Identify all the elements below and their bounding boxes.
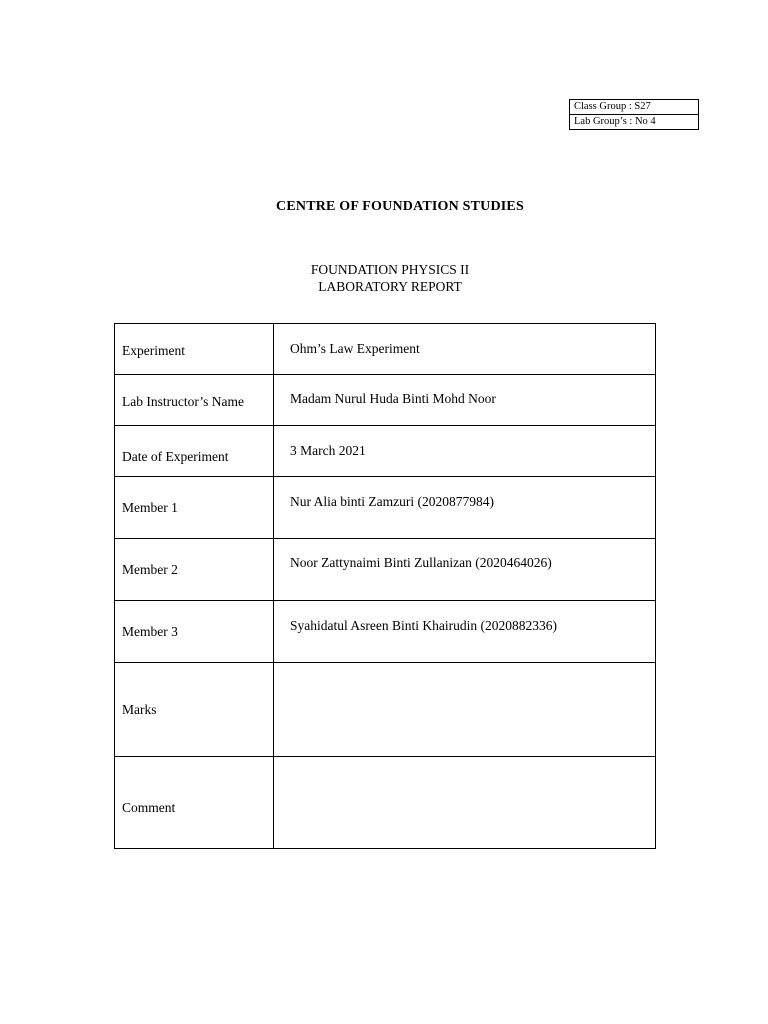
member-3-row bbox=[115, 601, 656, 663]
comment-row bbox=[115, 757, 656, 849]
member-2-label: Member 2 bbox=[115, 539, 274, 601]
member-1-row bbox=[115, 477, 656, 539]
experiment-row bbox=[115, 324, 656, 375]
instructor-label: Lab Instructor’s Name bbox=[115, 375, 274, 426]
experiment-label: Experiment bbox=[115, 324, 274, 375]
course-heading bbox=[0, 261, 768, 295]
lab-group-row bbox=[570, 115, 699, 130]
instructor-row bbox=[115, 375, 656, 426]
member-2-value: Noor Zattynaimi Binti Zullanizan (2020464026) bbox=[274, 539, 656, 601]
date-value: 3 March 2021 bbox=[274, 426, 656, 477]
comment-value bbox=[274, 757, 656, 849]
member-1-value: Nur Alia binti Zamzuri (2020877984) bbox=[274, 477, 656, 539]
date-row bbox=[115, 426, 656, 477]
class-group-text: Class Group : S27 bbox=[570, 100, 699, 115]
instructor-value: Madam Nurul Huda Binti Mohd Noor bbox=[274, 375, 656, 426]
experiment-value: Ohm’s Law Experiment bbox=[274, 324, 656, 375]
comment-label: Comment bbox=[115, 757, 274, 849]
member-1-label: Member 1 bbox=[115, 477, 274, 539]
report-details-table bbox=[114, 323, 656, 849]
report-type: LABORATORY REPORT bbox=[318, 279, 462, 294]
institution-title: CENTRE OF FOUNDATION STUDIES bbox=[276, 199, 524, 214]
group-info-box bbox=[569, 99, 699, 130]
lab-group-text: Lab Group’s : No 4 bbox=[570, 115, 699, 130]
member-3-label: Member 3 bbox=[115, 601, 274, 663]
member-2-row bbox=[115, 539, 656, 601]
marks-label: Marks bbox=[115, 663, 274, 757]
course-name: FOUNDATION PHYSICS II bbox=[310, 262, 470, 277]
marks-value bbox=[274, 663, 656, 757]
member-3-value: Syahidatul Asreen Binti Khairudin (2020882336) bbox=[274, 601, 656, 663]
class-group-row bbox=[570, 100, 699, 115]
marks-row bbox=[115, 663, 656, 757]
date-label: Date of Experiment bbox=[115, 426, 274, 477]
